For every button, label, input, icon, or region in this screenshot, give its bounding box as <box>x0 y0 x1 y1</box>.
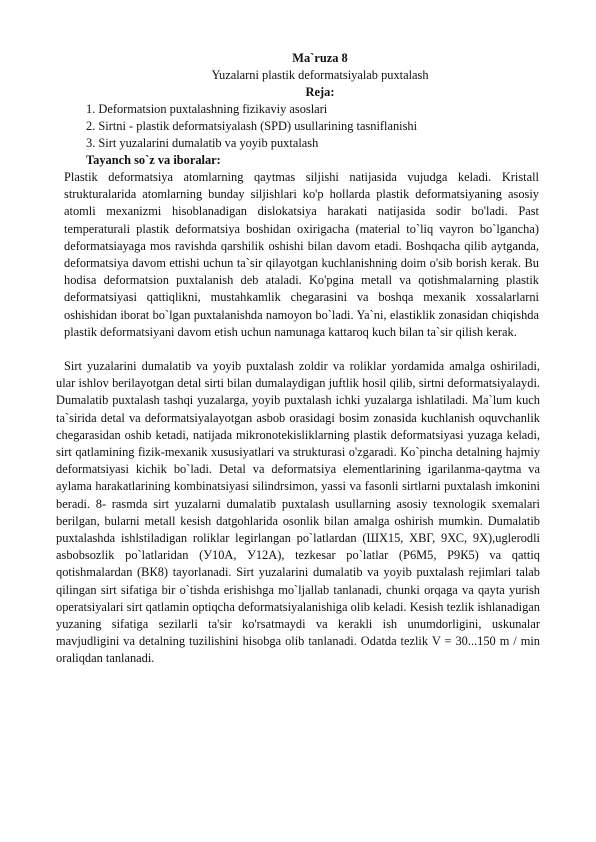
plan-heading: Reja: <box>305 85 335 99</box>
plan-item: 3. Sirt yuzalarini dumalatib va yoyib puxtalash <box>86 136 319 151</box>
lecture-title: Ma`ruza 8 <box>292 51 348 65</box>
lecture-subtitle: Yuzalarni plastik deformatsiyalab puxtalash <box>211 68 429 82</box>
plan-item: 2. Sirtni - plastik deformatsiyalash (SPD) usullarining tasniflanishi <box>86 119 418 134</box>
body-paragraph-1: Plastik deformatsiya atomlarning qaytmas siljishi natijasida vujudga keladi. Kristall strukturalarida atomlarning bunday siljishlari ko'p hollarda plastik deformatsiyaning asosiy atomli mexanizmi hisoblanadigan dislokatsiya harakati natijasida sodir bo'ladi. Past temperaturali plastik deformatsiya boshidan oxirigacha (material to`liq vayron bo`lgancha) deformatsiayaga mos ravishda qarshilik oshishi bilan davom etadi. Boshqacha qilib aytganda, deformatsiya davom ettishi uchun ta`sir qilayotgan kuchlanishning doim o'sib borish kerak. Bu hodisa deformatsion puxtalanish deb ataladi. Ko'pgina metall va qotishmalarning plastik deformatsiyasi qattiqlikni, mustahkamlik chegarasini va boshqa mexanik xossalarlarni oshishidan iborat bo`lgan puxtalanishda namoyon bo`ladi. Ya`ni, elastiklik zonasidan chiqishda plastik deformatsiyani davom etish uchun namunaga kattaroq kuch bilan ta`sir qilish kerak. <box>64 170 539 339</box>
plan-list <box>86 101 417 153</box>
plan-item: 1. Deformatsion puxtalashning fizikaviy asoslari <box>86 102 328 116</box>
keywords-heading: Tayanch so`z va iboralar: <box>86 153 221 167</box>
body-paragraph-2: Sirt yuzalarini dumalatib va yoyib puxtalash zoldir va roliklar yordamida amalga oshiriladi, ular ishlov berilayotgan detal sirti bilan dumalaydigan juftlik hosil qilib, sirtni deformatsiyalaydi. Dumalatib puxtalash tashqi yuzalarga, yoyib puxtalash ichki yuzalarga ishlatiladi. Ma`lum kuch ta`sirida detal va deformatsiyalayotgan asbob orasidagi bosim zonasida kuchlanish oquvchanlik chegarasidan oshib ketadi, natijada mikronotekisliklarning plastik deformatsiyasi yuzaga keladi, sirt qatlamining fizik-mexanik xususiyatlari va strukturasi o'zgaradi. Ko`pincha detalning hajmiy deformatsiyasi kichik bo`ladi. Detal va deformatsiya elementlarining igarilanma-qaytma va aylama harakatlarining kombinatsiyasi silindrsimon, yassi va fasonli sirtlarni puxtalash imkonini beradi. 8- rasmda sirt yuzalarni dumalatib puxtalash usullarning asosiy texnologik sxemalari berilgan, bularni metall kesish datgohlarida osonlik bilan amalga oshirish mumkin. Dumalatib puxtalashda ishlstiladigan roliklar legirlangan po`latlardan (ШХ15, ХВГ, 9ХС, 9Х),uglerodli asbobsozlik po`latlaridan (У10А, У12А), tezkesar po`latlar (Р6М5, Р9К5) va qattiq qotishmalardan (ВК8) tayorlanadi. Sirt yuzalarini dumalatib va yoyib puxtalash rejimlari talab qilingan sirt sifatiga bir o`tishda erishishga mo`ljallab tanlanadi, chunki orqaga va qayta yurish operatsiyalari sirt qatlamin optiqcha deformatsiyalanishiga olib keladi. Kesish tezlik ishlanadigan yuzaning sifatiga sezilarli ta'sir ko'rsatmaydi va kerakli ish unumdorligini, uskunalar mavjudligini va detalning tuzilishini hisobga olib tanlanadi. Odatda tezlik V = 30...150 m / min oraliqdan tanlanadi. <box>56 359 540 666</box>
